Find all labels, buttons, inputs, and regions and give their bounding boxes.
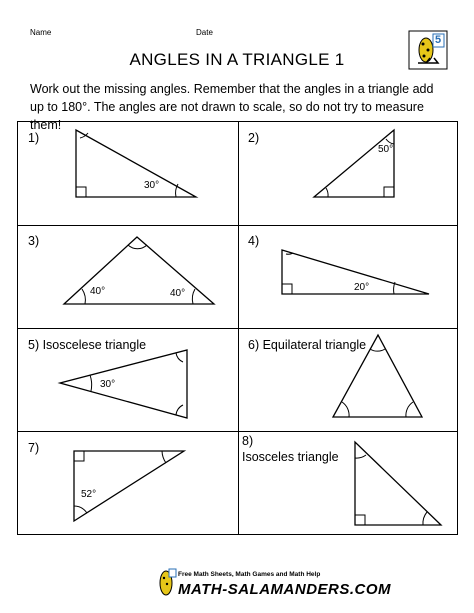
question-5-angle: 30° [100,379,116,390]
question-4-angle: 20° [354,282,370,293]
question-7-label: 7) [28,441,40,455]
date-label: Date [196,28,213,37]
name-label: Name [30,28,52,37]
question-8-label: 8) [242,434,254,448]
question-1-label: 1) [28,131,40,145]
question-8-sublabel: Isosceles triangle [242,450,339,464]
instructions: Work out the missing angles. Remember that the angles in a triangle add up to 180°. The angles are not drawn to scale, so do not try to measure them! [30,82,434,132]
question-5-label: 5) Isoscelese triangle [28,338,147,352]
footer-site[interactable]: MATH-SALAMANDERS.COM [178,581,392,598]
question-2-angle: 50° [378,144,394,155]
question-2-label: 2) [248,131,260,145]
question-3-angle-left: 40° [90,286,106,297]
question-4-label: 4) [248,234,260,248]
question-8-triangle [18,122,458,534]
footer-tagline: Free Math Sheets, Math Games and Math Help [178,571,321,578]
question-grid [17,121,458,535]
question-7-angle: 52° [81,489,97,500]
question-3-angle-right: 40° [170,288,186,299]
footer-logo [155,568,177,598]
worksheet-title: ANGLES IN A TRIANGLE 1 [129,50,345,69]
question-1-angle: 30° [144,180,160,191]
grade-badge: 5 [435,34,442,46]
question-6-label: 6) Equilateral triangle [248,338,367,352]
question-3-label: 3) [28,234,40,248]
